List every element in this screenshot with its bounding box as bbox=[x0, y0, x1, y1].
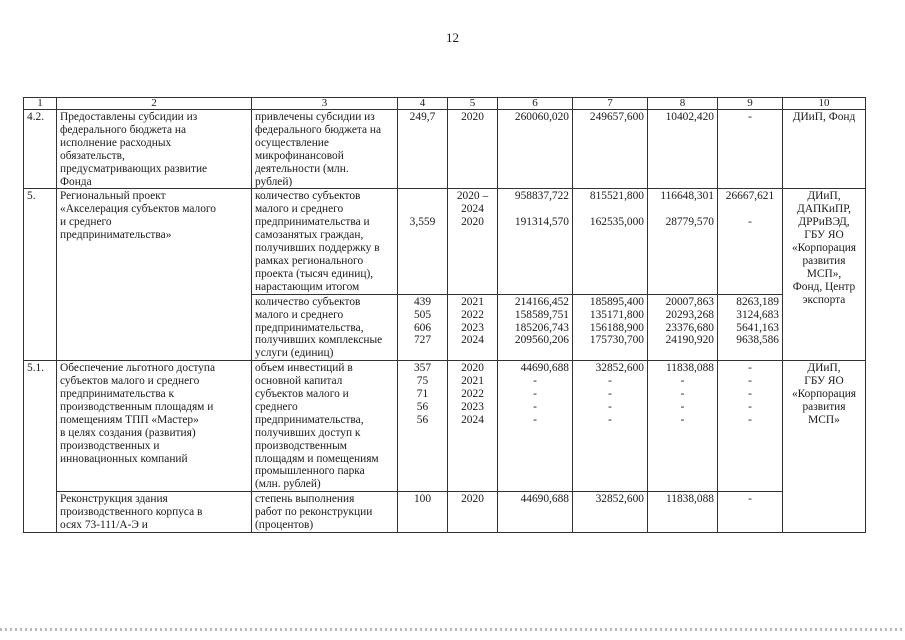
federal-funding: 815521,800 162535,000 bbox=[573, 189, 648, 294]
column-number: 5 bbox=[448, 98, 498, 110]
indicator-name: привлечены субсидии из федерального бюджета на осуществление микрофинансовой деятельности (млн. рублей) bbox=[252, 110, 398, 189]
column-number: 6 bbox=[498, 98, 573, 110]
indicator-value: 357 75 71 56 56 bbox=[398, 361, 448, 492]
total-funding: 214166,452 158589,751 185206,743 209560,206 bbox=[498, 294, 573, 361]
measure-name: Реконструкция здания производственного корпуса в осях 73-111/А-Э и bbox=[57, 492, 252, 533]
table-row bbox=[24, 361, 866, 492]
row-number: 5. bbox=[24, 189, 57, 361]
indicator-value: 100 bbox=[398, 492, 448, 533]
regional-funding: 116648,301 28779,570 bbox=[648, 189, 718, 294]
federal-funding: 185895,400 135171,800 156188,900 175730,700 bbox=[573, 294, 648, 361]
total-funding: 958837,722 191314,570 bbox=[498, 189, 573, 294]
year: 2020 bbox=[448, 492, 498, 533]
column-number: 4 bbox=[398, 98, 448, 110]
indicator-value: 249,7 bbox=[398, 110, 448, 189]
column-number: 9 bbox=[718, 98, 783, 110]
page-number: 12 bbox=[446, 30, 459, 45]
row-number: 5.1. bbox=[24, 361, 57, 533]
table-row bbox=[24, 189, 866, 294]
indicator-name: количество субъектов малого и среднего предпринимательства, получивших комплексные услуги (единиц) bbox=[252, 294, 398, 361]
scan-edge-artifact bbox=[0, 628, 905, 631]
year: 2020 – 2024 2020 bbox=[448, 189, 498, 294]
executor: ДИиП, ДАПКиПР, ДРРиВЭД, ГБУ ЯО «Корпорация развития МСП», Фонд, Центр экспорта bbox=[783, 189, 866, 361]
column-number: 3 bbox=[252, 98, 398, 110]
indicator-name: степень выполнения работ по реконструкции (процентов) bbox=[252, 492, 398, 533]
federal-funding: 32852,600 - - - - bbox=[573, 361, 648, 492]
table-row bbox=[24, 110, 866, 189]
executor: ДИиП, Фонд bbox=[783, 110, 866, 189]
column-number: 7 bbox=[573, 98, 648, 110]
program-table bbox=[23, 97, 866, 533]
other-funding: 8263,189 3124,683 5641,163 9638,586 bbox=[718, 294, 783, 361]
column-number: 1 bbox=[24, 98, 57, 110]
regional-funding: 10402,420 bbox=[648, 110, 718, 189]
column-number: 2 bbox=[57, 98, 252, 110]
regional-funding: 11838,088 - - - - bbox=[648, 361, 718, 492]
indicator-value: 3,559 bbox=[398, 189, 448, 294]
total-funding: 44690,688 - - - - bbox=[498, 361, 573, 492]
column-number-row bbox=[24, 98, 866, 110]
regional-funding: 20007,863 20293,268 23376,680 24190,920 bbox=[648, 294, 718, 361]
row-number: 4.2. bbox=[24, 110, 57, 189]
other-funding: - bbox=[718, 492, 783, 533]
column-number: 10 bbox=[783, 98, 866, 110]
total-funding: 44690,688 bbox=[498, 492, 573, 533]
other-funding: 26667,621 - bbox=[718, 189, 783, 294]
indicator-name: количество субъектов малого и среднего предпринимательства и самозанятых граждан, получивших поддержку в рамках регионального проекта (тысяч единиц), нарастающим итогом bbox=[252, 189, 398, 294]
other-funding: - bbox=[718, 110, 783, 189]
year: 2020 2021 2022 2023 2024 bbox=[448, 361, 498, 492]
federal-funding: 249657,600 bbox=[573, 110, 648, 189]
year: 2020 bbox=[448, 110, 498, 189]
indicator-value: 439 505 606 727 bbox=[398, 294, 448, 361]
table-row bbox=[24, 492, 866, 533]
indicator-name: объем инвестиций в основной капитал субъектов малого и среднего предпринимательства, получивших доступ к производственным площадям и помещениям промышленного парка (млн. рублей) bbox=[252, 361, 398, 492]
measure-name: Предоставлены субсидии из федерального бюджета на исполнение расходных обязательств, предусматривающих развитие Фонда bbox=[57, 110, 252, 189]
year: 2021 2022 2023 2024 bbox=[448, 294, 498, 361]
other-funding: - - - - - bbox=[718, 361, 783, 492]
executor: ДИиП, ГБУ ЯО «Корпорация развития МСП» bbox=[783, 361, 866, 533]
regional-funding: 11838,088 bbox=[648, 492, 718, 533]
total-funding: 260060,020 bbox=[498, 110, 573, 189]
federal-funding: 32852,600 bbox=[573, 492, 648, 533]
measure-name: Обеспечение льготного доступа субъектов малого и среднего предпринимательства к производственным площадям и помещениям ТПП «Мастер» в целях создания (развития) производственных и инновационных компаний bbox=[57, 361, 252, 492]
measure-name: Региональный проект «Акселерация субъектов малого и среднего предпринимательства» bbox=[57, 189, 252, 361]
column-number: 8 bbox=[648, 98, 718, 110]
